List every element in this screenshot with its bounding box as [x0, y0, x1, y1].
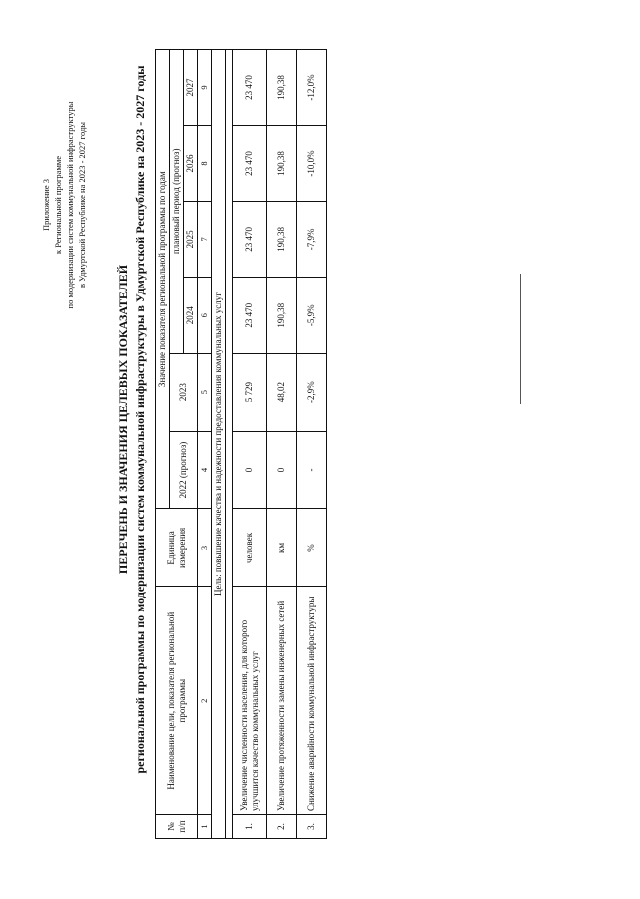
row-value-2022: 0: [233, 431, 267, 509]
header-row-1: [156, 50, 170, 839]
header-values-group: Значение показателя региональной программы по годам: [156, 50, 170, 509]
row-value-2026: -10,0%: [297, 125, 327, 201]
column-number: 9: [198, 50, 212, 126]
row-name: Увеличение численности населения, для которого улучшится качество коммунальных услуг: [233, 587, 267, 815]
appendix-line-2: к Региональной программе: [53, 156, 63, 255]
column-number: 1: [198, 815, 212, 839]
row-value-2027: 23 470: [233, 50, 267, 126]
row-value-2024: 23 470: [233, 277, 267, 353]
column-number: 7: [198, 201, 212, 277]
header-name: Наименование цели, показателя региональной программы: [156, 587, 198, 815]
column-number: 4: [198, 431, 212, 509]
indicators-table: [155, 49, 327, 839]
document-title: [115, 0, 149, 899]
row-value-2022: 0: [267, 431, 297, 509]
column-number: 5: [198, 353, 212, 431]
row-value-2026: 190,38: [267, 125, 297, 201]
row-name: Увеличение протяженности замены инженерных сетей: [267, 587, 297, 815]
title-line-1: ПЕРЕЧЕНЬ И ЗНАЧЕНИЯ ЦЕЛЕВЫХ ПОКАЗАТЕЛЕЙ: [116, 264, 130, 575]
column-number: 3: [198, 509, 212, 587]
row-value-2023: -2,9%: [297, 353, 327, 431]
header-unit: Единица измерения: [156, 509, 198, 587]
row-value-2022: -: [297, 431, 327, 509]
row-value-2023: 48,02: [267, 353, 297, 431]
row-value-2025: -7,9%: [297, 201, 327, 277]
row-num: 2.: [267, 815, 297, 839]
row-value-2027: 190,38: [267, 50, 297, 126]
row-value-2025: 190,38: [267, 201, 297, 277]
column-number: 2: [198, 587, 212, 815]
header-2024: 2024: [184, 277, 198, 353]
column-number-row: [198, 50, 212, 839]
header-2026: 2026: [184, 125, 198, 201]
row-unit: %: [297, 509, 327, 587]
row-value-2024: 190,38: [267, 277, 297, 353]
table-row: [297, 50, 327, 839]
row-value-2024: -5,9%: [297, 277, 327, 353]
spacer-row: [226, 50, 233, 839]
header-num: № п/п: [156, 815, 198, 839]
column-number: 8: [198, 125, 212, 201]
appendix-line-3: по модернизации систем коммунальной инфраструктуры: [65, 101, 75, 309]
appendix-block: [40, 40, 88, 370]
spacer-cell: [226, 50, 233, 839]
header-2022: 2022 (прогноз): [170, 431, 198, 509]
header-2027: 2027: [184, 50, 198, 126]
table-row: [267, 50, 297, 839]
header-planned-period: плановый период (прогноз): [170, 50, 184, 354]
row-name: Снижение аварийности коммунальной инфраструктуры: [297, 587, 327, 815]
column-number: 6: [198, 277, 212, 353]
closing-divider-line: [520, 274, 521, 404]
row-value-2027: -12,0%: [297, 50, 327, 126]
row-value-2025: 23 470: [233, 201, 267, 277]
appendix-line-4: в Удмуртской Республике на 2023 - 2027 годы: [77, 122, 87, 289]
title-line-2: региональной программы по модернизации систем коммунальной инфраструктуры в Удмуртской Республике на 2023 - 2027 годы: [133, 65, 147, 774]
appendix-line-1: Приложение 3: [41, 179, 51, 231]
row-unit: км: [267, 509, 297, 587]
row-value-2026: 23 470: [233, 125, 267, 201]
row-num: 3.: [297, 815, 327, 839]
header-2023: 2023: [170, 353, 198, 431]
goal-text: Цель: повышение качества и надежности предоставления коммунальных услуг: [212, 50, 226, 839]
table-row: [233, 50, 267, 839]
goal-row: [212, 50, 226, 839]
row-value-2023: 5 729: [233, 353, 267, 431]
row-unit: человек: [233, 509, 267, 587]
row-num: 1.: [233, 815, 267, 839]
header-2025: 2025: [184, 201, 198, 277]
